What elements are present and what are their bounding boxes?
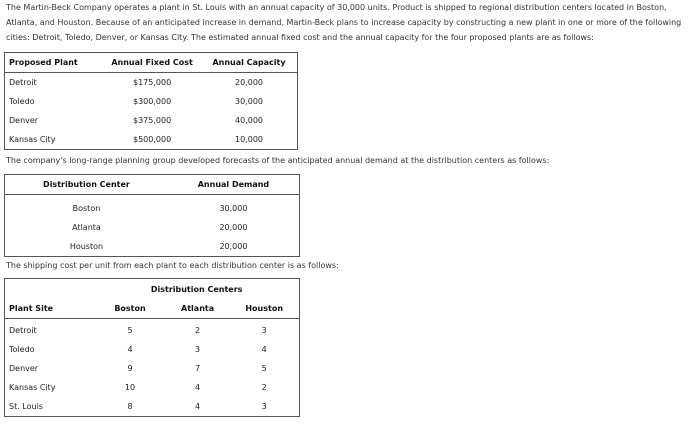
table-cell: 4 [127,345,133,354]
table-cell: Toledo [9,345,35,354]
table-cell: $500,000 [133,135,172,144]
table-cell: Toledo [9,97,35,106]
table-cell: 20,000 [219,242,248,251]
table-cell: 8 [127,402,133,411]
table-cell: $375,000 [133,116,172,125]
table-row [5,319,300,341]
table-cell: $175,000 [133,78,172,87]
table-cell: Detroit [9,326,37,335]
table-row [5,111,298,130]
column-header: Annual Fixed Cost [103,53,201,73]
table-row [5,237,300,257]
shipping-cost-table [4,278,300,417]
demand-paragraph: The company's long-range planning group developed forecasts of the anticipated annual demand at the distribution centers as follows: [6,156,550,165]
table-cell: Denver [9,116,39,125]
empty-header-cell [5,279,95,300]
table-cell: Kansas City [9,383,56,392]
table-cell: Houston [69,242,104,251]
table-cell: 10,000 [235,135,263,144]
table-cell: 9 [127,364,133,373]
table-row [5,397,300,417]
table-cell: 3 [261,402,267,411]
table-cell: 7 [195,364,201,373]
table-row [5,359,300,378]
distribution-demand-table [4,174,300,257]
column-header: Plant Site [5,299,95,319]
table-cell: 20,000 [235,78,263,87]
proposed-plants-table [4,52,298,150]
table-cell: 40,000 [235,116,263,125]
column-header: Annual Capacity [201,53,297,73]
table-row [5,195,300,219]
table-cell: 4 [195,402,201,411]
table-row [5,73,298,93]
table-cell: 5 [261,364,267,373]
table-cell: 30,000 [235,97,263,106]
table-cell: 2 [261,383,267,392]
table-cell: Detroit [9,78,37,87]
table-cell: Boston [72,204,101,213]
table-cell: Kansas City [9,135,56,144]
table-cell: 30,000 [219,204,248,213]
table-cell: 2 [195,326,201,335]
column-header: Annual Demand [168,175,300,195]
table-cell: 4 [261,345,267,354]
intro-paragraph: The Martin-Beck Company operates a plant in St. Louis with an annual capacity of 30,000 units. Product is shipped to regional distribution centers located in Boston, Atlanta, and Houston. Because of an anticipated increase in demand, Martin-Beck plans to increase capacity by constructing a new plant in one or more of the following cities: Detroit, Toledo, Denver, or Kansas City. The estimated annual fixed cost and the annual capacity for the four proposed plants are as follows: [6,3,682,42]
group-header: Distribution Centers [150,284,243,294]
table-cell: 3 [261,326,267,335]
table-row [5,340,300,359]
column-header: Proposed Plant [5,53,104,73]
table-cell: 3 [195,345,201,354]
table-row [5,218,300,237]
shipping-paragraph: The shipping cost per unit from each plant to each distribution center is as follows: [6,261,339,270]
table-row [5,378,300,397]
column-header: Houston [229,299,299,319]
column-header: Distribution Center [5,175,168,195]
table-row [5,92,298,111]
column-header: Atlanta [166,299,230,319]
table-cell: 4 [195,383,201,392]
table-cell: $300,000 [133,97,172,106]
table-cell: Denver [9,364,39,373]
table-row [5,130,298,150]
table-cell: St. Louis [9,402,43,411]
table-cell: Atlanta [72,223,101,232]
column-header: Boston [94,299,165,319]
table-cell: 10 [124,383,136,392]
table-cell: 5 [127,326,133,335]
table-cell: 20,000 [219,223,248,232]
